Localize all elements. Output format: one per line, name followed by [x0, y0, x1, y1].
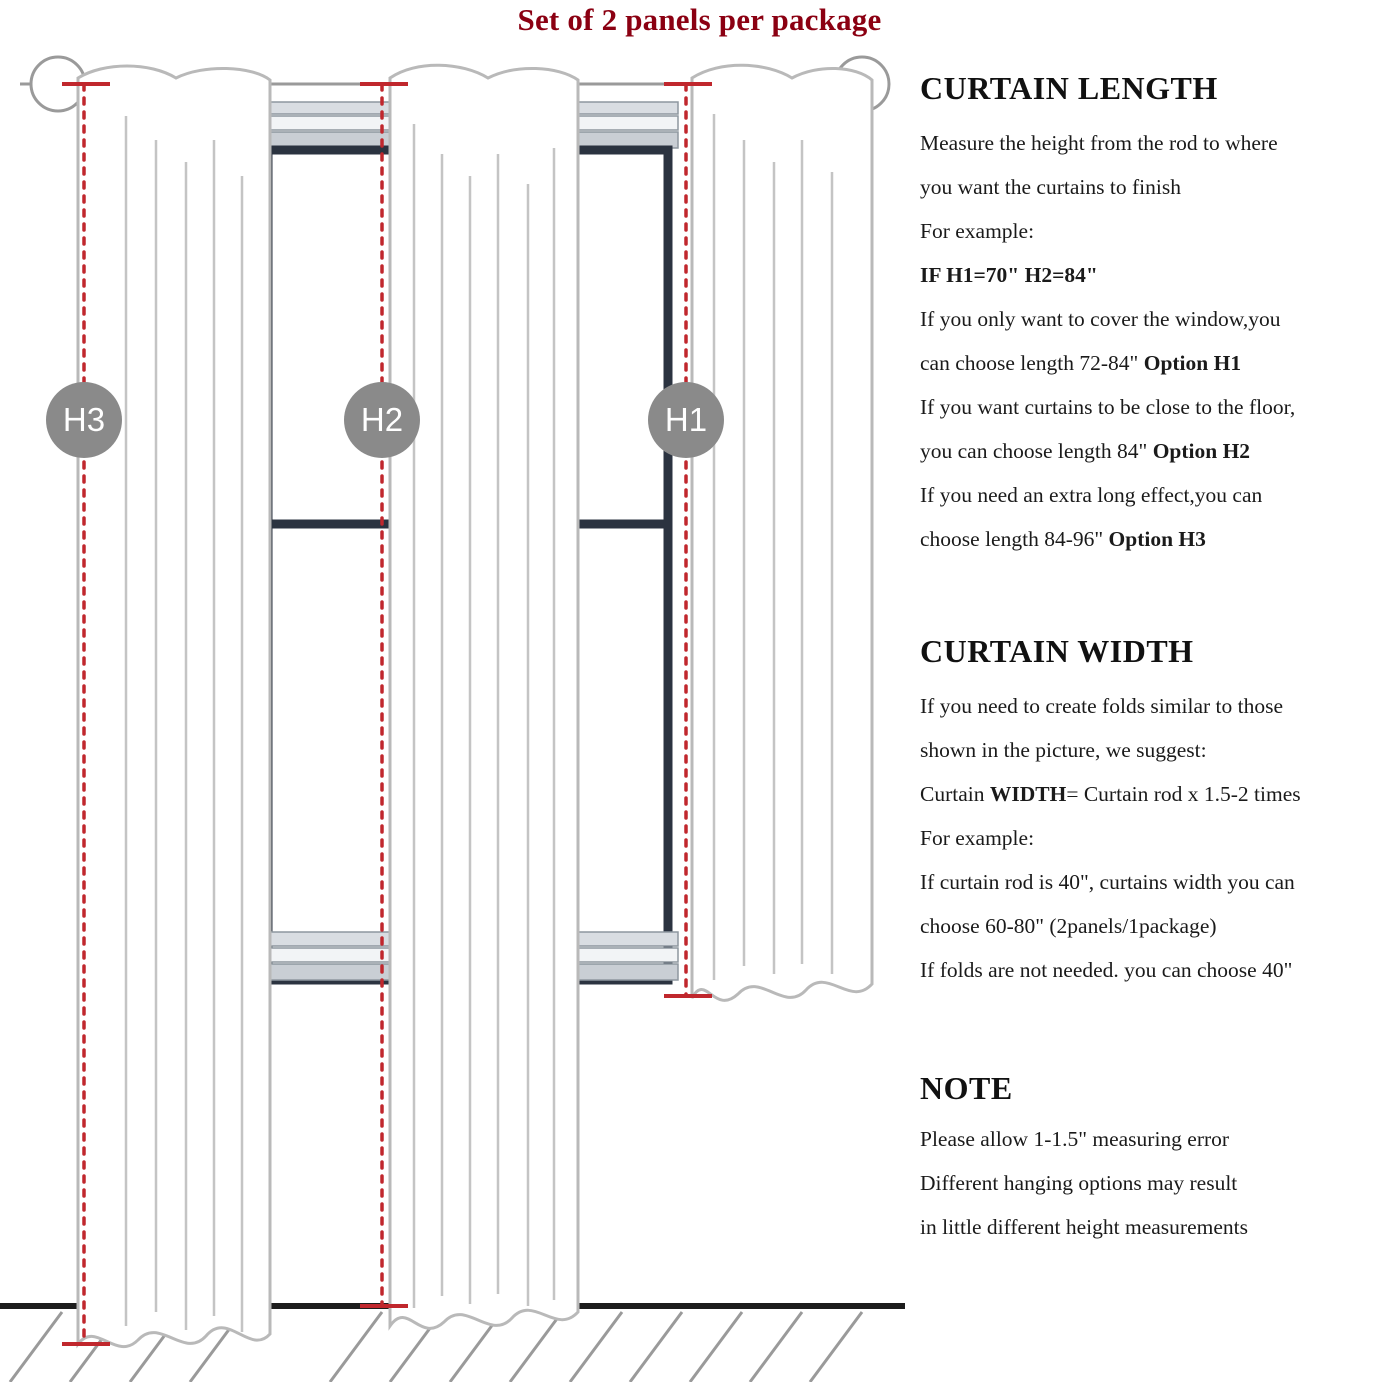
text-line: For example:	[920, 826, 1035, 850]
text-line: in little different height measurements	[920, 1215, 1248, 1239]
text-line: If you want curtains to be close to the floor,	[920, 395, 1296, 419]
text-line: If you need to create folds similar to those	[920, 694, 1284, 718]
instructions-column	[920, 70, 1390, 1249]
text-line	[920, 341, 1390, 385]
text-line: choose 60-80" (2panels/1package)	[920, 914, 1217, 938]
section-curtain-length	[920, 70, 1390, 561]
text-line	[920, 253, 1390, 297]
text-line	[920, 772, 1390, 816]
text-line: If you only want to cover the window,you	[920, 307, 1281, 331]
text-line: For example:	[920, 219, 1035, 243]
curtain-length-heading: CURTAIN LENGTH	[920, 70, 1218, 106]
text-span: you can choose length 84"	[920, 439, 1153, 463]
text-strong: Option H2	[1152, 439, 1251, 463]
h2-label-badge: H2	[344, 382, 420, 458]
text-strong: Option H1	[1143, 351, 1242, 375]
curtain-width-body	[920, 684, 1390, 992]
text-line: Please allow 1-1.5" measuring error	[920, 1127, 1230, 1151]
curtain-measurement-diagram	[0, 44, 905, 1382]
text-strong: WIDTH	[989, 782, 1067, 806]
text-line: shown in the picture, we suggest:	[920, 738, 1207, 762]
text-line	[920, 517, 1390, 561]
text-line	[920, 429, 1390, 473]
h1-label-badge: H1	[648, 382, 724, 458]
text-span: = Curtain rod x 1.5-2 times	[1066, 782, 1301, 806]
h3-label-badge: H3	[46, 382, 122, 458]
page-title: Set of 2 panels per package	[517, 2, 882, 37]
note-heading: NOTE	[920, 1070, 1013, 1106]
text-span: choose length 84-96"	[920, 527, 1109, 551]
curtain-width-heading: CURTAIN WIDTH	[920, 633, 1194, 669]
section-curtain-width	[920, 633, 1390, 992]
curtain-length-body	[920, 121, 1390, 561]
text-line: you want the curtains to finish	[920, 175, 1181, 199]
text-line: If folds are not needed. you can choose 40"	[920, 958, 1293, 982]
text-strong: Option H3	[1108, 527, 1206, 551]
text-span: can choose length 72-84"	[920, 351, 1144, 375]
text-line: If you need an extra long effect,you can	[920, 483, 1263, 507]
text-strong: IF H1=70" H2=84"	[920, 263, 1098, 287]
note-body	[920, 1117, 1390, 1249]
text-line: Measure the height from the rod to where	[920, 131, 1278, 155]
text-span: Curtain	[920, 782, 990, 806]
text-line: Different hanging options may result	[920, 1171, 1238, 1195]
text-line: If curtain rod is 40", curtains width you can	[920, 870, 1295, 894]
section-note	[920, 1070, 1390, 1249]
